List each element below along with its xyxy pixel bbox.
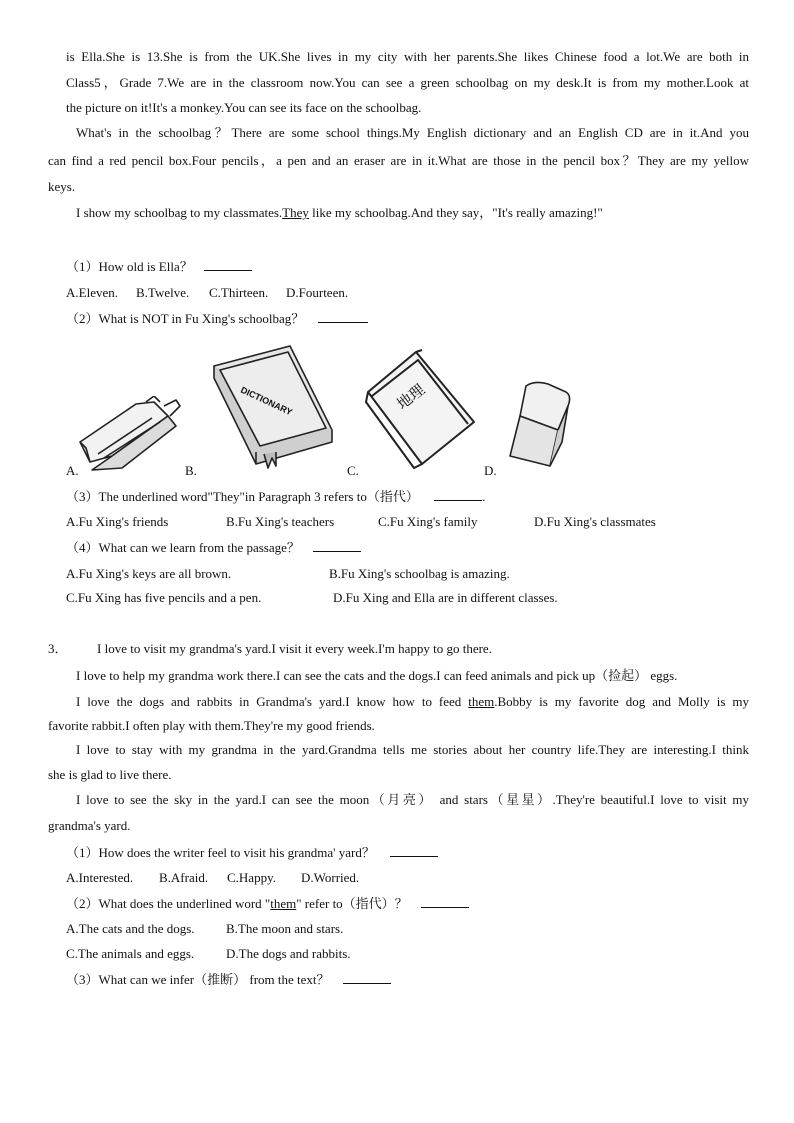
p3-q1-option-b: B.Afraid. <box>159 870 209 885</box>
passage2-p1-line1: is Ella.She is 13.She is from the UK.She lives in my city with her parents.She likes Chinese food a lot.We are both in <box>66 49 749 64</box>
passage3-p4-line2: she is glad to live there. <box>48 767 172 782</box>
p2-q3-stem-row <box>66 488 485 505</box>
passage2-p2-line1: What's in the schoolbag？There are some school things.My English dictionary and an English CD are in it.And you <box>76 125 749 140</box>
p2-q1-option-d: D.Fourteen. <box>286 285 349 300</box>
p2-q4-option-b: B.Fu Xing's schoolbag is amazing. <box>329 566 510 581</box>
p3-q1-option-c: C.Happy. <box>227 870 276 885</box>
p2-q2-stem: （2）What is NOT in Fu Xing's schoolbag？ <box>66 311 305 326</box>
passage3-number: 3． <box>48 641 68 656</box>
p2-q2-answer-blank[interactable] <box>318 310 368 323</box>
p2-q4-answer-blank[interactable] <box>313 539 361 552</box>
p2-q1-stem-row <box>66 258 252 275</box>
p2-q1-option-c: C.Thirteen. <box>209 285 269 300</box>
p2-q3-end: . <box>482 489 486 504</box>
p2-q3-stem: （3）The underlined word"They"in Paragraph 3 refers to（指代） <box>66 489 419 504</box>
geography-book-icon <box>362 348 480 470</box>
dictionary-book-icon <box>206 344 336 470</box>
p3-q2-stem-post: " refer to（指代）？ <box>296 896 408 911</box>
passage2-p1-line2: Class5，Grade 7.We are in the classroom now.You can see a green schoolbag on my desk.It is from my mother.Look at <box>66 75 749 90</box>
p2-q4-option-d: D.Fu Xing and Ella are in different classes. <box>333 590 558 605</box>
passage2-p3-pre: I show my schoolbag to my classmates. <box>76 205 283 220</box>
p3-q2-option-c: C.The animals and eggs. <box>66 946 195 961</box>
p2-q4-option-a: A.Fu Xing's keys are all brown. <box>66 566 232 581</box>
p2-q2-stem-row <box>66 310 368 327</box>
passage2-p1-line3: the picture on it!It's a monkey.You can see its face on the schoolbag. <box>66 100 422 115</box>
passage3-p3-pre: I love the dogs and rabbits in Grandma's yard.I know how to feed <box>76 694 469 709</box>
p2-q1-option-a: A.Eleven. <box>66 285 118 300</box>
p2-q1-option-b: B.Twelve. <box>136 285 190 300</box>
p3-q1-answer-blank[interactable] <box>390 844 438 857</box>
passage2-p3-post: like my schoolbag.And they say，"It's really amazing!" <box>308 205 603 220</box>
p2-q2-option-d: D. <box>484 463 497 478</box>
p3-q1-stem-row <box>66 844 438 861</box>
p3-q1-option-d: D.Worried. <box>301 870 360 885</box>
p3-q1-stem: （1）How does the writer feel to visit his grandma' yard？ <box>66 845 375 860</box>
p3-q2-option-d: D.The dogs and rabbits. <box>226 946 351 961</box>
passage3-p4-line1: I love to stay with my grandma in the yard.Grandma tells me stories about her country life.They are interesting.I think <box>76 742 749 757</box>
dictionary-label: DICTIONARY <box>239 384 294 418</box>
passage2-p2-line2: can find a red pencil box.Four pencils，a pen and an eraser are in it.What are those in the pencil box？They are my yellow <box>48 153 749 168</box>
p3-q2-stem-underlined: them <box>270 896 297 911</box>
p2-q3-option-a: A.Fu Xing's friends <box>66 514 169 529</box>
p2-q3-option-b: B.Fu Xing's teachers <box>226 514 335 529</box>
p2-q1-stem: （1）How old is Ella？ <box>66 259 193 274</box>
passage2-p3-underlined-they: They <box>282 205 309 220</box>
p2-q4-stem: （4）What can we learn from the passage？ <box>66 540 300 555</box>
geography-label: 地理 <box>393 380 429 414</box>
p3-q3-stem: （3）What can we infer（推断） from the text？ <box>66 972 330 987</box>
passage3-p2: I love to help my grandma work there.I can see the cats and the dogs.I can feed animals and pick up（捡起） eggs. <box>76 668 678 683</box>
p3-q2-answer-blank[interactable] <box>421 895 469 908</box>
p2-q3-option-c: C.Fu Xing's family <box>378 514 478 529</box>
p3-q2-option-a: A.The cats and the dogs. <box>66 921 195 936</box>
p2-q2-option-c: C. <box>347 463 359 478</box>
passage3-p1: I love to visit my grandma's yard.I visit it every week.I'm happy to go there. <box>97 641 492 656</box>
p3-q2-stem-pre: （2）What does the underlined word " <box>66 896 271 911</box>
p3-q2-option-b: B.The moon and stars. <box>226 921 344 936</box>
passage2-p2-line3: keys. <box>48 179 76 194</box>
p2-q3-answer-blank[interactable] <box>434 488 482 501</box>
p2-q2-option-a: A. <box>66 463 79 478</box>
passage3-p3-line2: favorite rabbit.I often play with them.They're my good friends. <box>48 718 375 733</box>
p2-q2-option-b: B. <box>185 463 197 478</box>
p2-q3-option-d: D.Fu Xing's classmates <box>534 514 656 529</box>
eraser-icon <box>504 380 574 470</box>
passage3-p5-line1: I love to see the sky in the yard.I can see the moon（月亮） and stars（星星）.They're beautiful.I love to visit my <box>76 792 749 807</box>
passage2-p3 <box>76 205 603 221</box>
passage3-p5-line2: grandma's yard. <box>48 818 131 833</box>
p2-q4-option-c: C.Fu Xing has five pencils and a pen. <box>66 590 262 605</box>
p3-q3-answer-blank[interactable] <box>343 971 391 984</box>
passage3-p3-underlined-them: them <box>468 694 495 709</box>
p3-q3-stem-row <box>66 971 391 988</box>
pencil-case-icon <box>76 396 186 472</box>
passage3-p3-line1 <box>76 694 749 710</box>
p3-q1-option-a: A.Interested. <box>66 870 134 885</box>
p2-q4-stem-row <box>66 539 361 556</box>
passage3-p3-post: .Bobby is my favorite dog and Molly is my <box>494 694 750 709</box>
p2-q1-answer-blank[interactable] <box>204 258 252 271</box>
p3-q2-stem-row <box>66 895 469 912</box>
